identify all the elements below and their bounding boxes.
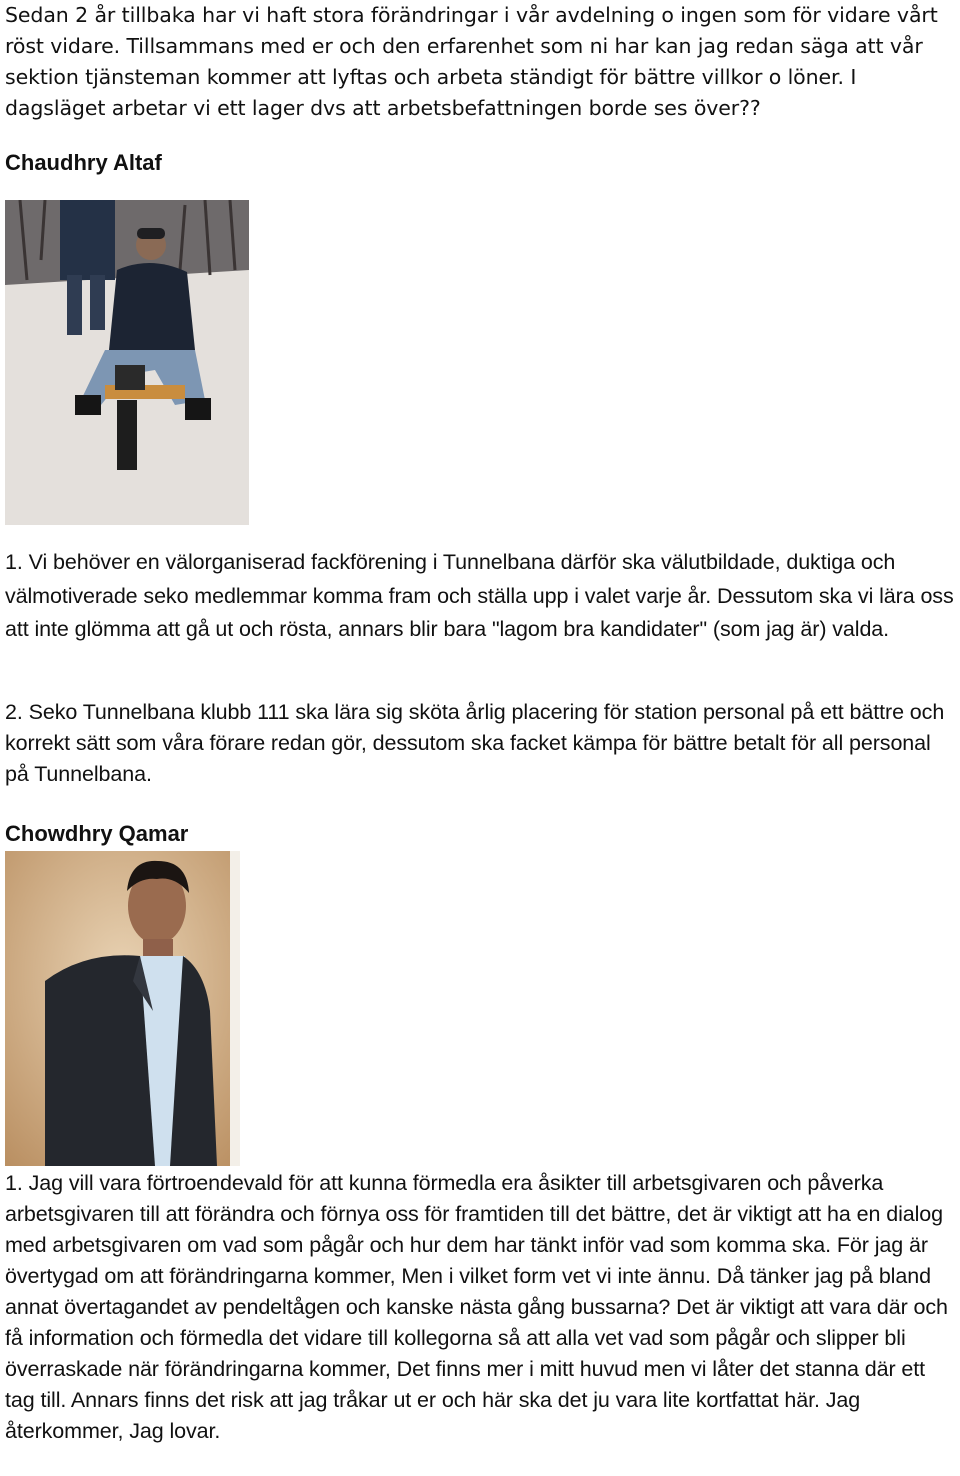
- answer-qamar-1: 1. Jag vill vara förtroendevald för att kunna förmedla era åsikter till arbetsgivaren och påverka arbetsgivaren till att förändra och förnya oss för framtiden till det bättre, det är viktigt att ha en dialog med arbetsgivaren om vad som pågår och hur dem har tänkt inför vad som komma ska. För jag är övertygad om att förändringarna kommer, Men i vilket form vet vi inte ännu. Då tänker jag på bland annat övertagandet av pendeltågen och kanske nästa gång bussarna? Det är viktigt att vara där och få information och förmedla det vidare till kollegorna så att alla vet vad som pågår och slipper bli överraskade när förändringarna kommer, Det finns mer i mitt huvud men vi låter det stanna där ett tag till. Annars finns det risk att jag tråkar ut er och här ska det ju vara lite kortfattat här. Jag återkommer, Jag lovar.: [5, 1171, 948, 1443]
- candidate-name-altaf: Chaudhry Altaf: [5, 150, 162, 175]
- answer-altaf-1: 1. Vi behöver en välorganiserad fackförening i Tunnelbana därför ska välutbildade, duktiga och välmotiverade seko medlemmar komma fram och ställa upp i valet varje år. Dessutom ska vi lära oss att inte glömma att gå ut och rösta, annars blir bara "lagom bra kandidater" (som jag är) valda.: [5, 550, 954, 641]
- candidate-name-qamar: Chowdhry Qamar: [5, 821, 189, 846]
- candidate-photo-qamar: [5, 851, 240, 1166]
- candidate-photo-altaf: [5, 200, 249, 525]
- answer-altaf-2: 2. Seko Tunnelbana klubb 111 ska lära sig sköta årlig placering för station personal på ett bättre och korrekt sätt som våra förare redan gör, dessutom ska facket kämpa för bättre betalt för all personal på Tunnelbana.: [5, 700, 945, 786]
- intro-paragraph: Sedan 2 år tillbaka har vi haft stora förändringar i vår avdelning o ingen som för vidare vårt röst vidare. Tillsammans med er och den erfarenhet som ni har kan jag redan säga att vår sektion tjänsteman kommer att lyftas och arbeta ständigt för bättre villkor o löner. I dagsläget arbetar vi ett lager dvs att arbetsbefattningen borde ses över??: [5, 3, 938, 120]
